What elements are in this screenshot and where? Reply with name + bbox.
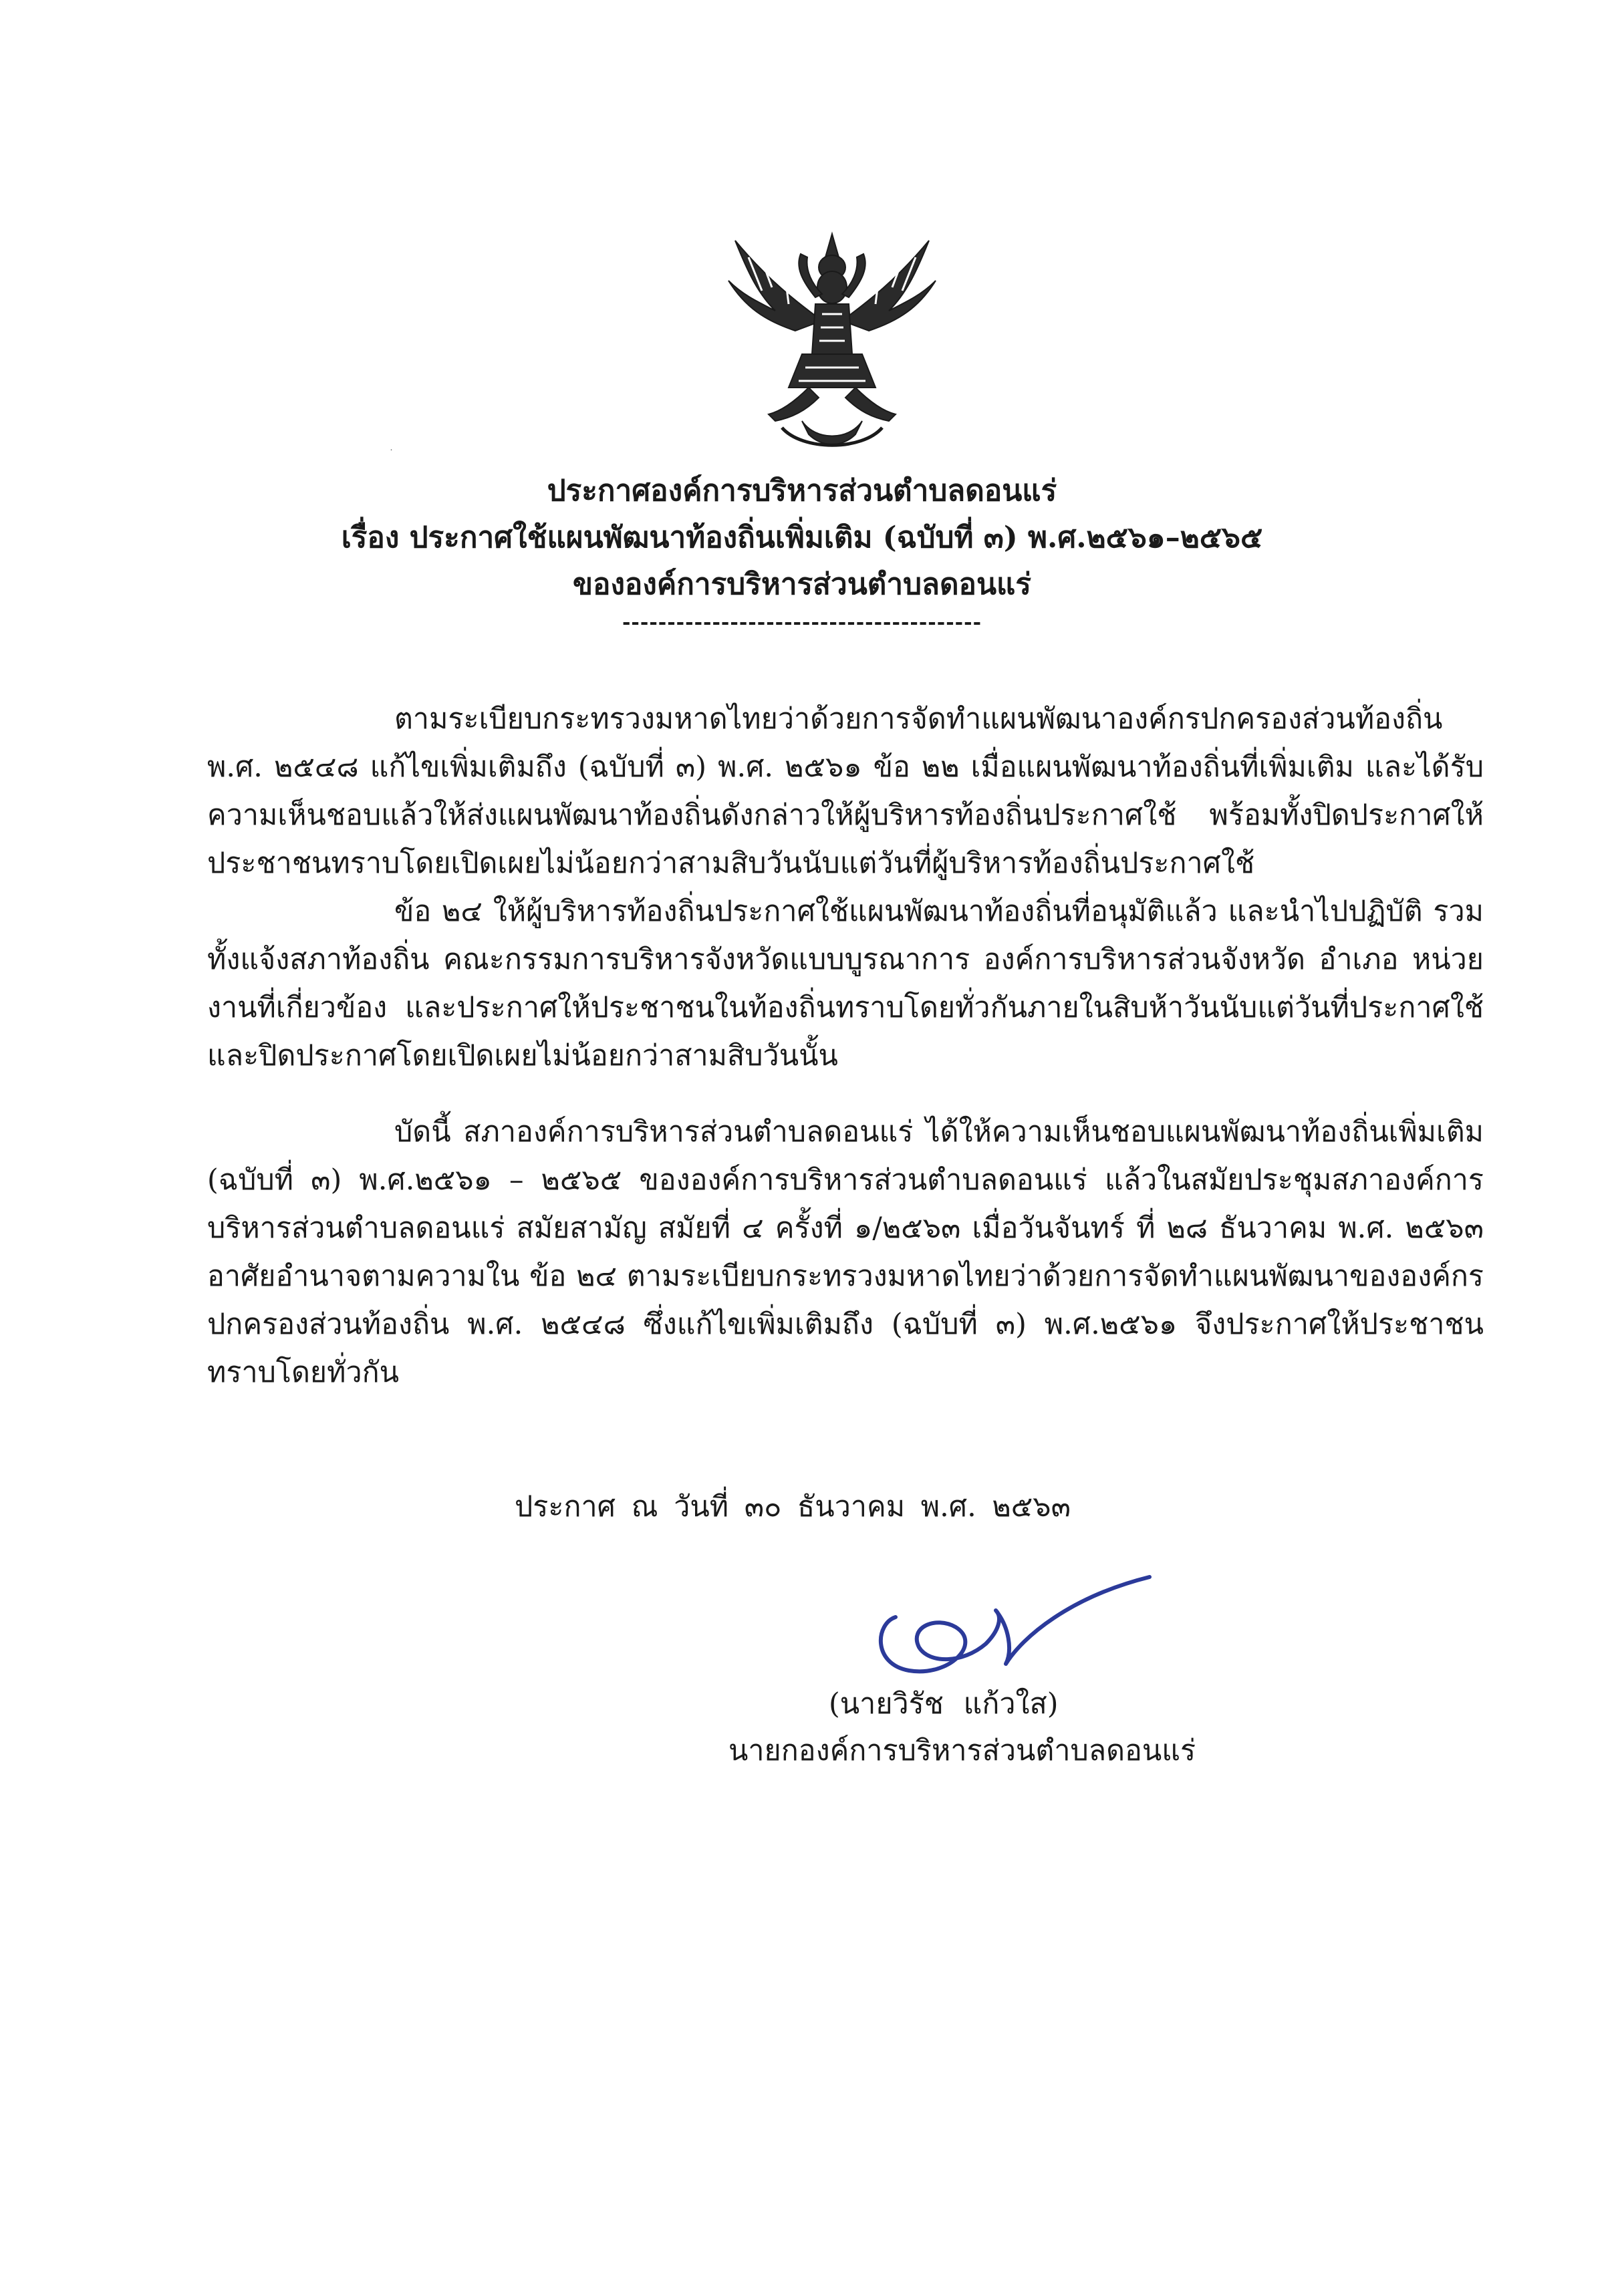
handwritten-signature <box>869 1564 1163 1691</box>
announcement-body <box>207 695 1484 1397</box>
header-owner: ขององค์การบริหารส่วนตำบลดอนแร่ <box>572 567 1032 601</box>
body-paragraph-1: ตามระเบียบกระทรวงมหาดไทยว่าด้วยการจัดทำแผนพัฒนาองค์กรปกครองส่วนท้องถิ่น พ.ศ. ๒๕๔๘ แก้ไขเพิ่มเติมถึง (ฉบับที่ ๓) พ.ศ. ๒๕๖๑ ข้อ ๒๒ เมื่อแผนพัฒนาท้องถิ่นที่เพิ่มเติม และได้รับความเห็นชอบแล้วให้ส่งแผนพัฒนาท้องถิ่นดังกล่าวให้ผู้บริหารท้องถิ่นประกาศใช้ พร้อมทั้งปิดประกาศให้ประชาชนทราบโดยเปิดเผยไม่น้อยกว่าสามสิบวันนับแต่วันที่ผู้บริหารท้องถิ่นประกาศใช้ <box>207 702 1484 880</box>
stray-mark: ˙ <box>389 448 394 459</box>
header-divider: ---------------------------------------- <box>622 611 982 634</box>
announcement-date: ประกาศ ณ วันที่ ๓๐ ธันวาคม พ.ศ. ๒๕๖๓ <box>515 1490 1071 1524</box>
garuda-emblem-icon <box>722 221 942 454</box>
signer-title: นายกองค์การบริหารส่วนตำบลดอนแร่ <box>728 1734 1196 1767</box>
header-organization: ประกาศองค์การบริหารส่วนตำบลดอนแร่ <box>547 474 1057 508</box>
header-subject: เรื่อง ประกาศใช้แผนพัฒนาท้องถิ่นเพิ่มเติม (ฉบับที่ ๓) พ.ศ.๒๕๖๑–๒๕๖๕ <box>341 521 1263 555</box>
body-paragraph-2: ข้อ ๒๔ ให้ผู้บริหารท้องถิ่นประกาศใช้แผนพัฒนาท้องถิ่นที่อนุมัติแล้ว และนำไปปฏิบัติ รวมทั้งแจ้งสภาท้องถิ่น คณะกรรมการบริหารจังหวัดแบบบูรณาการ องค์การบริหารส่วนจังหวัด อำเภอ หน่วยงานที่เกี่ยวข้อง และประกาศให้ประชาชนในท้องถิ่นทราบโดยทั่วกันภายในสิบห้าวันนับแต่วันที่ประกาศใช้และปิดประกาศโดยเปิดเผยไม่น้อยกว่าสามสิบวันนั้น <box>207 895 1484 1072</box>
body-paragraph-3: บัดนี้ สภาองค์การบริหารส่วนตำบลดอนแร่ ได้ให้ความเห็นชอบแผนพัฒนาท้องถิ่นเพิ่มเติม (ฉบับที่ ๓) พ.ศ.๒๕๖๑ – ๒๕๖๕ ขององค์การบริหารส่วนตำบลดอนแร่ แล้วในสมัยประชุมสภาองค์การบริหารส่วนตำบลดอนแร่ สมัยสามัญ สมัยที่ ๔ ครั้งที่ ๑/๒๕๖๓ เมื่อวันจันทร์ ที่ ๒๘ ธันวาคม พ.ศ. ๒๕๖๓ อาศัยอำนาจตามความใน ข้อ ๒๔ ตามระเบียบกระทรวงมหาดไทยว่าด้วยการจัดทำแผนพัฒนาขององค์กรปกครองส่วนท้องถิ่น พ.ศ. ๒๕๔๘ ซึ่งแก้ไขเพิ่มเติมถึง (ฉบับที่ ๓) พ.ศ.๒๕๖๑ จึงประกาศให้ประชาชนทราบโดยทั่วกัน <box>207 1115 1484 1389</box>
announcement-header <box>200 468 1403 636</box>
signer-name: (นายวิรัช แก้วใส) <box>829 1687 1059 1721</box>
